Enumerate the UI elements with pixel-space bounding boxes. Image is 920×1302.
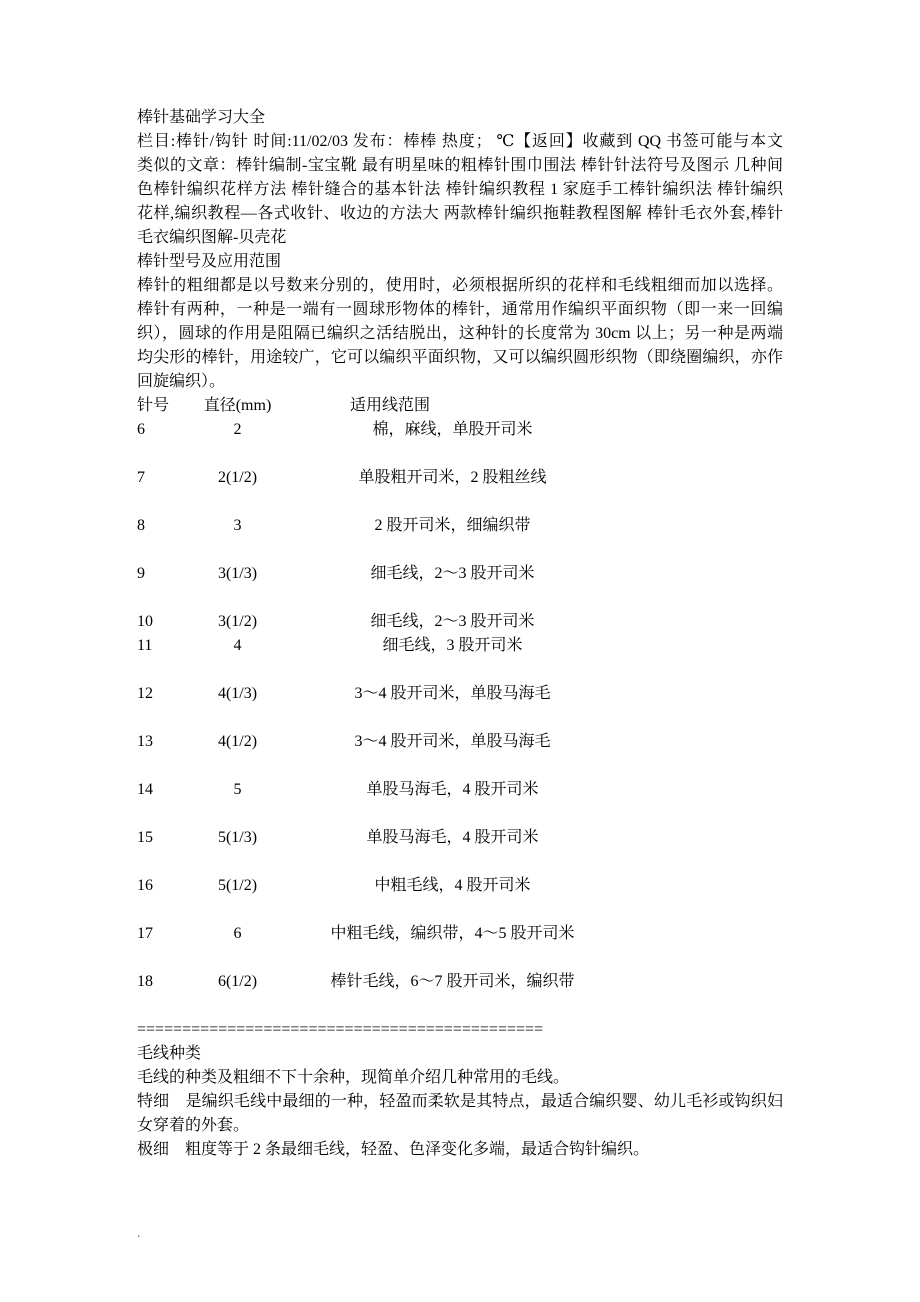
paragraph-line: 织），圆球的作用是阻隔已编织之活结脱出，这种针的长度常为 30cm 以上；另一种是两端 [137,325,783,342]
cell-usage: 3～4 股开司米，单股马海毛 [354,733,551,750]
cell-diameter: 4 [233,637,242,654]
table-row [137,634,783,658]
cell-usage: 棉，麻线，单股开司米 [372,421,533,438]
table-row [137,778,783,802]
cell-usage: 细毛线，2～3 股开司米 [370,565,535,582]
document-title: 棒针基础学习大全 [137,109,266,126]
meta-line: 栏目:棒针/钩针 时间:11/02/03 发布：棒棒 热度； ℃【返回】收藏到 QQ 书签可能与本文 [137,133,783,150]
cell-needle-number: 17 [137,925,153,942]
table-header-row [137,394,783,418]
cell-diameter: 4(1/2) [217,733,258,750]
cell-diameter: 6(1/2) [217,973,258,990]
cell-needle-number: 13 [137,733,153,750]
cell-needle-number: 14 [137,781,153,798]
cell-needle-number: 15 [137,829,153,846]
cell-usage: 中粗毛线，4 股开司米 [374,877,531,894]
cell-diameter: 3 [233,517,242,534]
table-row [137,970,783,994]
section1-heading: 棒针型号及应用范围 [137,253,282,270]
needle-size-table [137,394,783,994]
cell-usage: 中粗毛线，编织带，4～5 股开司米 [330,925,575,942]
cell-diameter: 2(1/2) [217,469,258,486]
paragraph-line: 回旋编织）。 [137,373,226,390]
cell-diameter: 6 [233,925,242,942]
paragraph-line: 棒针有两种，一种是一端有一圆球形物体的棒针，通常用作编织平面织物（即一来一回编 [137,301,783,318]
paragraph-line: 极细 粗度等于 2 条最细毛线，轻盈、色泽变化多端，最适合钩针编织。 [137,1141,650,1158]
cell-usage: 细毛线，2～3 股开司米 [370,613,535,630]
cell-usage: 单股马海毛，4 股开司米 [366,829,539,846]
table-row [137,562,783,586]
table-row [137,682,783,706]
paragraph-line: 均尖形的棒针，用途较广，它可以编织平面织物，又可以编织圆形织物（即绕圈编织，亦作 [137,349,783,366]
cell-needle-number: 12 [137,685,153,702]
cell-diameter: 5 [233,781,242,798]
paragraph-line: 棒针的粗细都是以号数来分别的，使用时，必须根据所织的花样和毛线粗细而加以选择。 [137,277,783,294]
section2-intro: 毛线的种类及粗细不下十余种，现简单介绍几种常用的毛线。 [137,1069,570,1086]
cell-needle-number: 16 [137,877,153,894]
meta-line: 色棒针编织花样方法 棒针缝合的基本针法 棒针编织教程 1 家庭手工棒针编织法 棒针编织 [137,181,783,198]
cell-needle-number: 6 [137,421,145,438]
table-row [137,466,783,490]
cell-needle-number: 11 [137,637,153,654]
cell-usage: 单股粗开司米，2 股粗丝线 [358,469,547,486]
cell-needle-number: 8 [137,517,145,534]
cell-diameter: 3(1/3) [217,565,258,582]
divider-line: ============================================= [137,1021,544,1038]
cell-usage: 3～4 股开司米，单股马海毛 [354,685,551,702]
col-header-needle-number: 针号 [137,397,170,414]
section2-heading: 毛线种类 [137,1045,202,1062]
cell-usage: 棒针毛线，6～7 股开司米，编织带 [330,973,575,990]
cell-diameter: 3(1/2) [217,613,258,630]
table-row [137,874,783,898]
meta-line: 花样,编织教程—各式收针、收边的方法大 两款棒针编织拖鞋教程图解 棒针毛衣外套,棒针 [137,205,783,222]
trailing-mark: . [137,1226,141,1241]
cell-diameter: 5(1/2) [217,877,258,894]
cell-diameter: 4(1/3) [217,685,258,702]
meta-line: 类似的文章：棒针编制-宝宝靴 最有明星味的粗棒针围巾围法 棒针针法符号及图示 几种间 [137,157,783,174]
cell-usage: 单股马海毛，4 股开司米 [366,781,539,798]
table-row [137,730,783,754]
cell-usage: 细毛线，3 股开司米 [382,637,523,654]
cell-usage: 2 股开司米，细编织带 [374,517,531,534]
table-row [137,514,783,538]
paragraph-line: 女穿着的外套。 [137,1117,250,1134]
cell-needle-number: 18 [137,973,153,990]
paragraph-line: 特细 是编织毛线中最细的一种，轻盈而柔软是其特点，最适合编织婴、幼儿毛衫或钩织妇 [137,1093,783,1110]
col-header-usage: 适用线范围 [350,397,431,414]
table-row [137,418,783,442]
cell-needle-number: 9 [137,565,145,582]
table-row [137,826,783,850]
cell-diameter: 5(1/3) [217,829,258,846]
meta-line: 毛衣编织图解-贝壳花 [137,229,287,246]
table-row [137,922,783,946]
table-row [137,610,783,634]
cell-diameter: 2 [233,421,242,438]
cell-needle-number: 7 [137,469,145,486]
cell-needle-number: 10 [137,613,153,630]
col-header-diameter: 直径(mm) [203,397,272,414]
